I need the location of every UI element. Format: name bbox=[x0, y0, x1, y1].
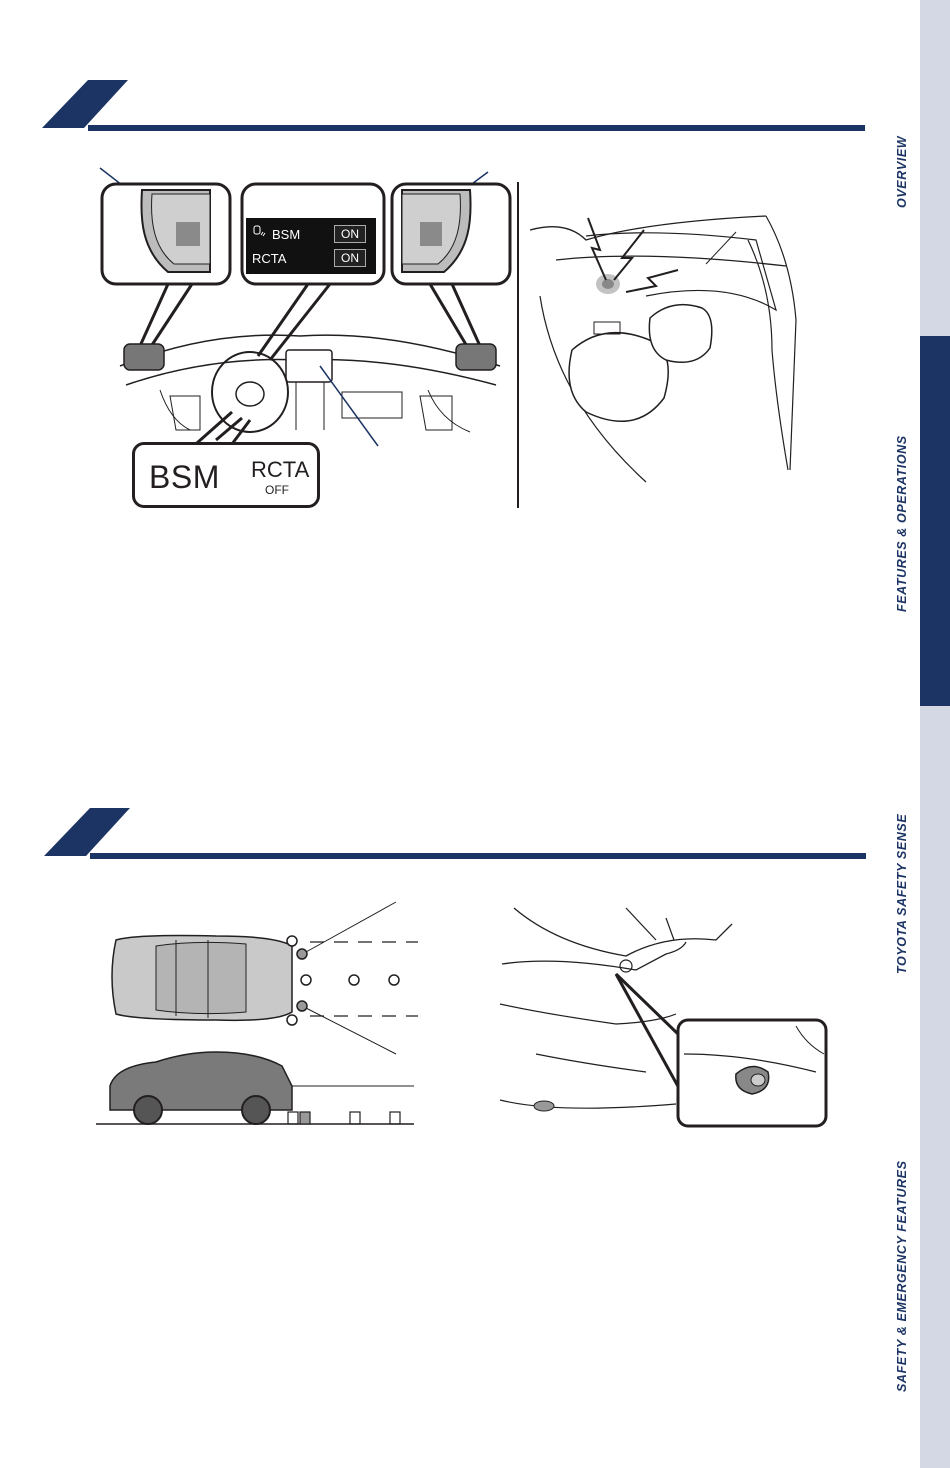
side-tab-overview[interactable] bbox=[920, 0, 950, 336]
side-label-text: OVERVIEW bbox=[895, 135, 909, 208]
bsm-rcta-button-callout bbox=[132, 442, 320, 508]
settings-screen bbox=[246, 218, 376, 274]
side-tab-toyota-safety-sense[interactable] bbox=[920, 706, 950, 1086]
screen-row-bsm bbox=[252, 224, 370, 246]
rcta-off-label: OFF bbox=[265, 483, 289, 497]
bsm-button-label: BSM bbox=[149, 459, 220, 495]
rear-cabin-alert-illustration bbox=[526, 200, 816, 490]
side-tab-features-operations[interactable] bbox=[920, 336, 950, 706]
section-1-rule bbox=[88, 125, 865, 131]
screen-row-rcta bbox=[252, 248, 370, 270]
bsm-indicator-icon bbox=[252, 225, 268, 239]
section-2-rule bbox=[90, 853, 866, 859]
rcta-button-label: RCTA bbox=[251, 457, 310, 482]
screen-row-value: ON bbox=[334, 225, 366, 243]
section-1-tab-shape bbox=[42, 80, 128, 130]
sensor-coverage-illustration bbox=[96, 896, 426, 1128]
side-tab-safety-emergency[interactable] bbox=[920, 1086, 950, 1468]
screen-row-label: RCTA bbox=[252, 251, 287, 266]
side-label-text: FEATURES & OPERATIONS bbox=[895, 435, 909, 612]
figure-divider bbox=[517, 182, 519, 508]
side-label-text: SAFETY & EMERGENCY FEATURES bbox=[895, 1160, 909, 1392]
side-label-text: TOYOTA SAFETY SENSE bbox=[895, 813, 909, 974]
section-2-tab-shape bbox=[44, 808, 130, 858]
rear-bumper-sensor-illustration bbox=[496, 904, 832, 1130]
screen-row-label: BSM bbox=[272, 227, 301, 242]
screen-row-value: ON bbox=[334, 249, 366, 267]
